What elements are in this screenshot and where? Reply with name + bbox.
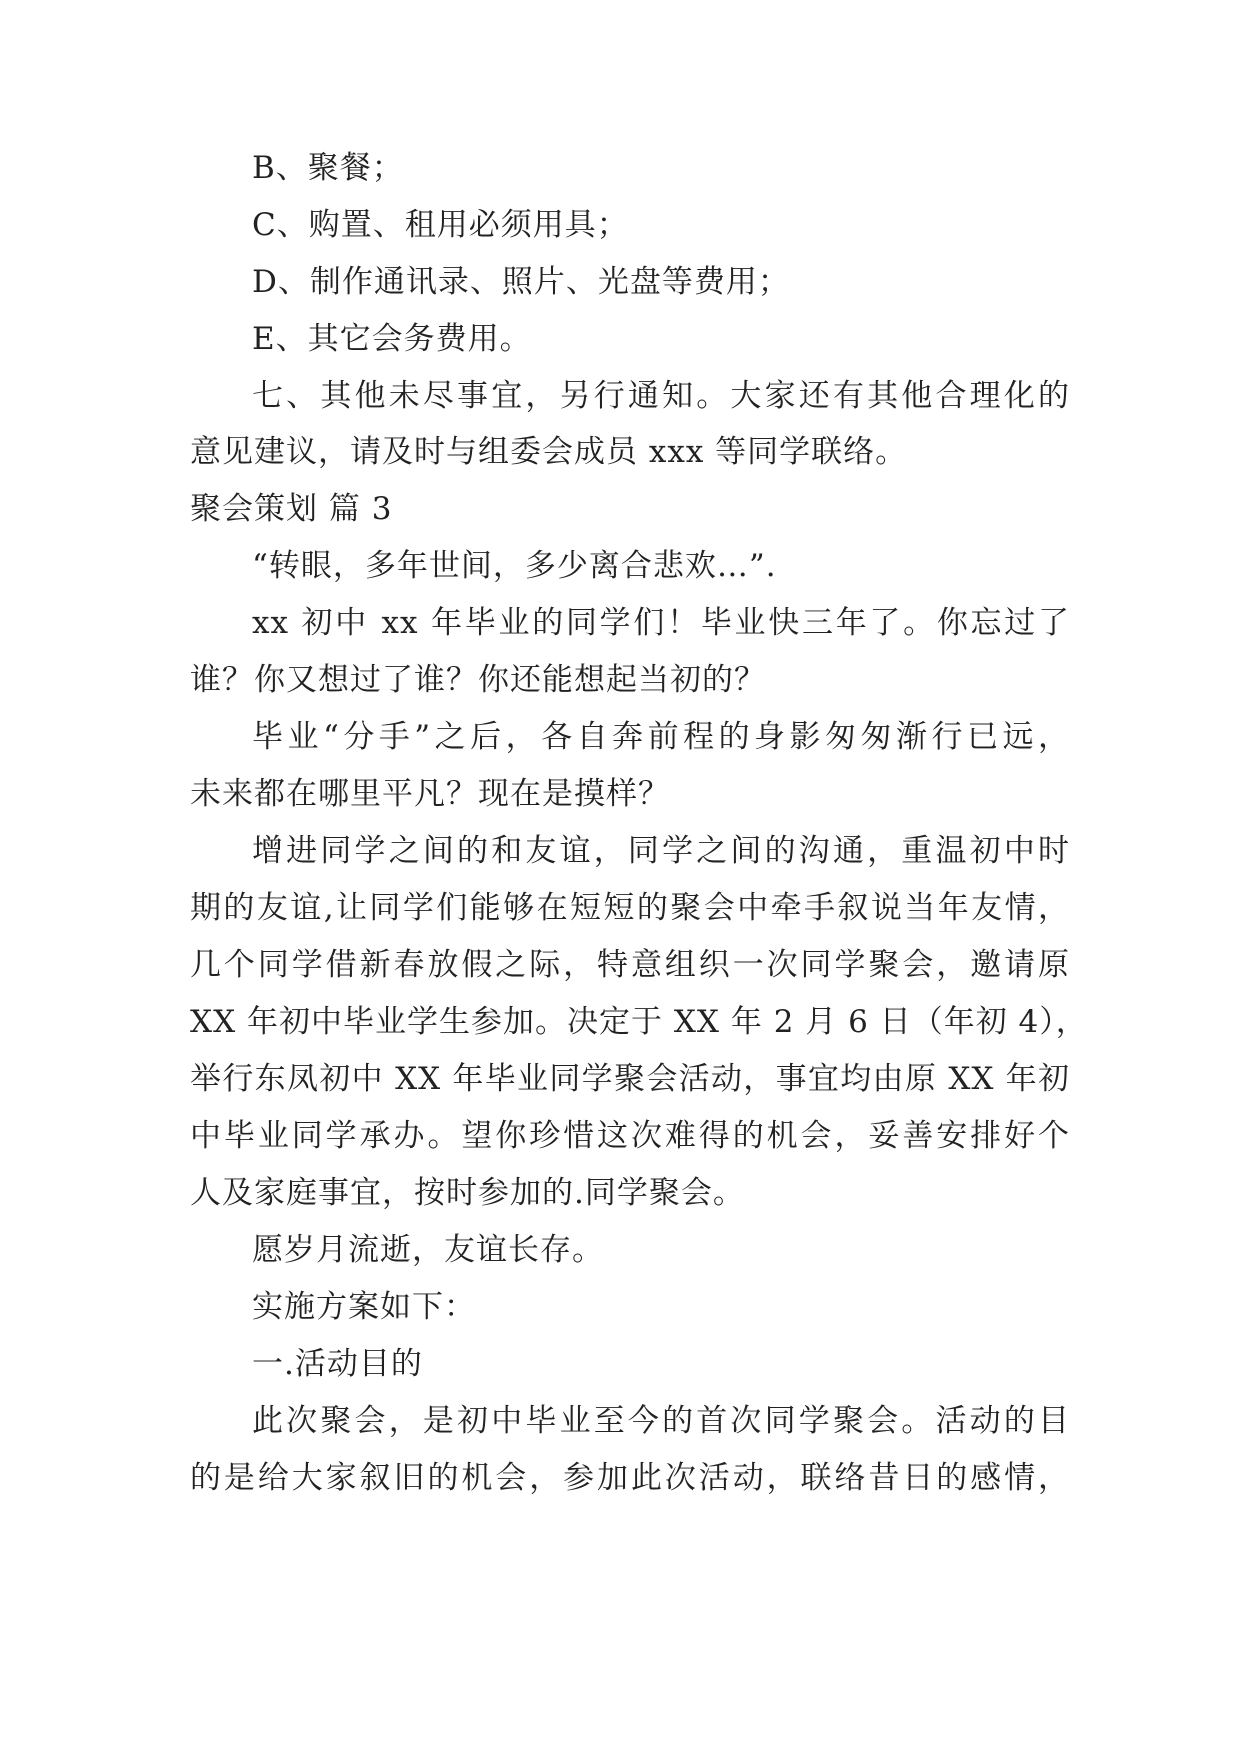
text-line-friendship-6: 中毕业同学承办。望你珍惜这次难得的机会，妥善安排好个: [190, 1118, 1070, 1154]
text-line-graduation: 毕业“分手”之后，各自奔前程的身影匆匆渐行已远，: [252, 719, 1070, 755]
text-line-quote: “转眼，多年世间，多少离合悲欢…”.: [252, 548, 777, 584]
text-line-friendship-4: XX 年初中毕业学生参加。决定于 XX 年 2 月 6 日（年初 4），: [190, 1004, 1088, 1040]
section-heading: 聚会策划 篇 3: [190, 491, 393, 527]
text-line-e-other-fees: E、其它会务费用。: [252, 321, 532, 357]
text-line-c-purchase: C、购置、租用必须用具；: [252, 207, 629, 243]
text-line-item-seven: 七、其他未尽事宜，另行通知。大家还有其他合理化的: [252, 378, 1070, 414]
text-line-b-dinner: B、聚餐；: [252, 150, 404, 186]
text-line-plan-intro: 实施方案如下：: [252, 1289, 476, 1325]
text-line-purpose-1: 此次聚会，是初中毕业至今的首次同学聚会。活动的目: [252, 1403, 1070, 1439]
text-line-friendship-2: 期的友谊,让同学们能够在短短的聚会中牵手叙说当年友情，: [190, 890, 1070, 926]
text-line-purpose-2: 的是给大家叙旧的机会，参加此次活动，联络昔日的感情，: [190, 1460, 1070, 1496]
text-line-d-production: D、制作通讯录、照片、光盘等费用；: [252, 264, 790, 300]
text-line-friendship-5: 举行东凤初中 XX 年毕业同学聚会活动，事宜均由原 XX 年初: [190, 1061, 1070, 1097]
text-line-greeting-cont: 谁？你又想过了谁？你还能想起当初的？: [190, 662, 766, 698]
text-line-friendship-1: 增进同学之间的和友谊，同学之间的沟通，重温初中时: [252, 833, 1070, 869]
text-line-friendship-3: 几个同学借新春放假之际，特意组织一次同学聚会，邀请原: [190, 947, 1070, 983]
text-line-contact: 意见建议，请及时与组委会成员 xxx 等同学联络。: [190, 434, 908, 470]
text-line-friendship-7: 人及家庭事宜，按时参加的.同学聚会。: [190, 1175, 745, 1211]
subheading-purpose: 一.活动目的: [252, 1346, 423, 1382]
text-line-greeting: xx 初中 xx 年毕业的同学们！毕业快三年了。你忘过了: [252, 605, 1070, 641]
text-line-wish: 愿岁月流逝，友谊长存。: [252, 1232, 604, 1268]
text-line-graduation-cont: 未来都在哪里平凡？现在是摸样？: [190, 776, 670, 812]
